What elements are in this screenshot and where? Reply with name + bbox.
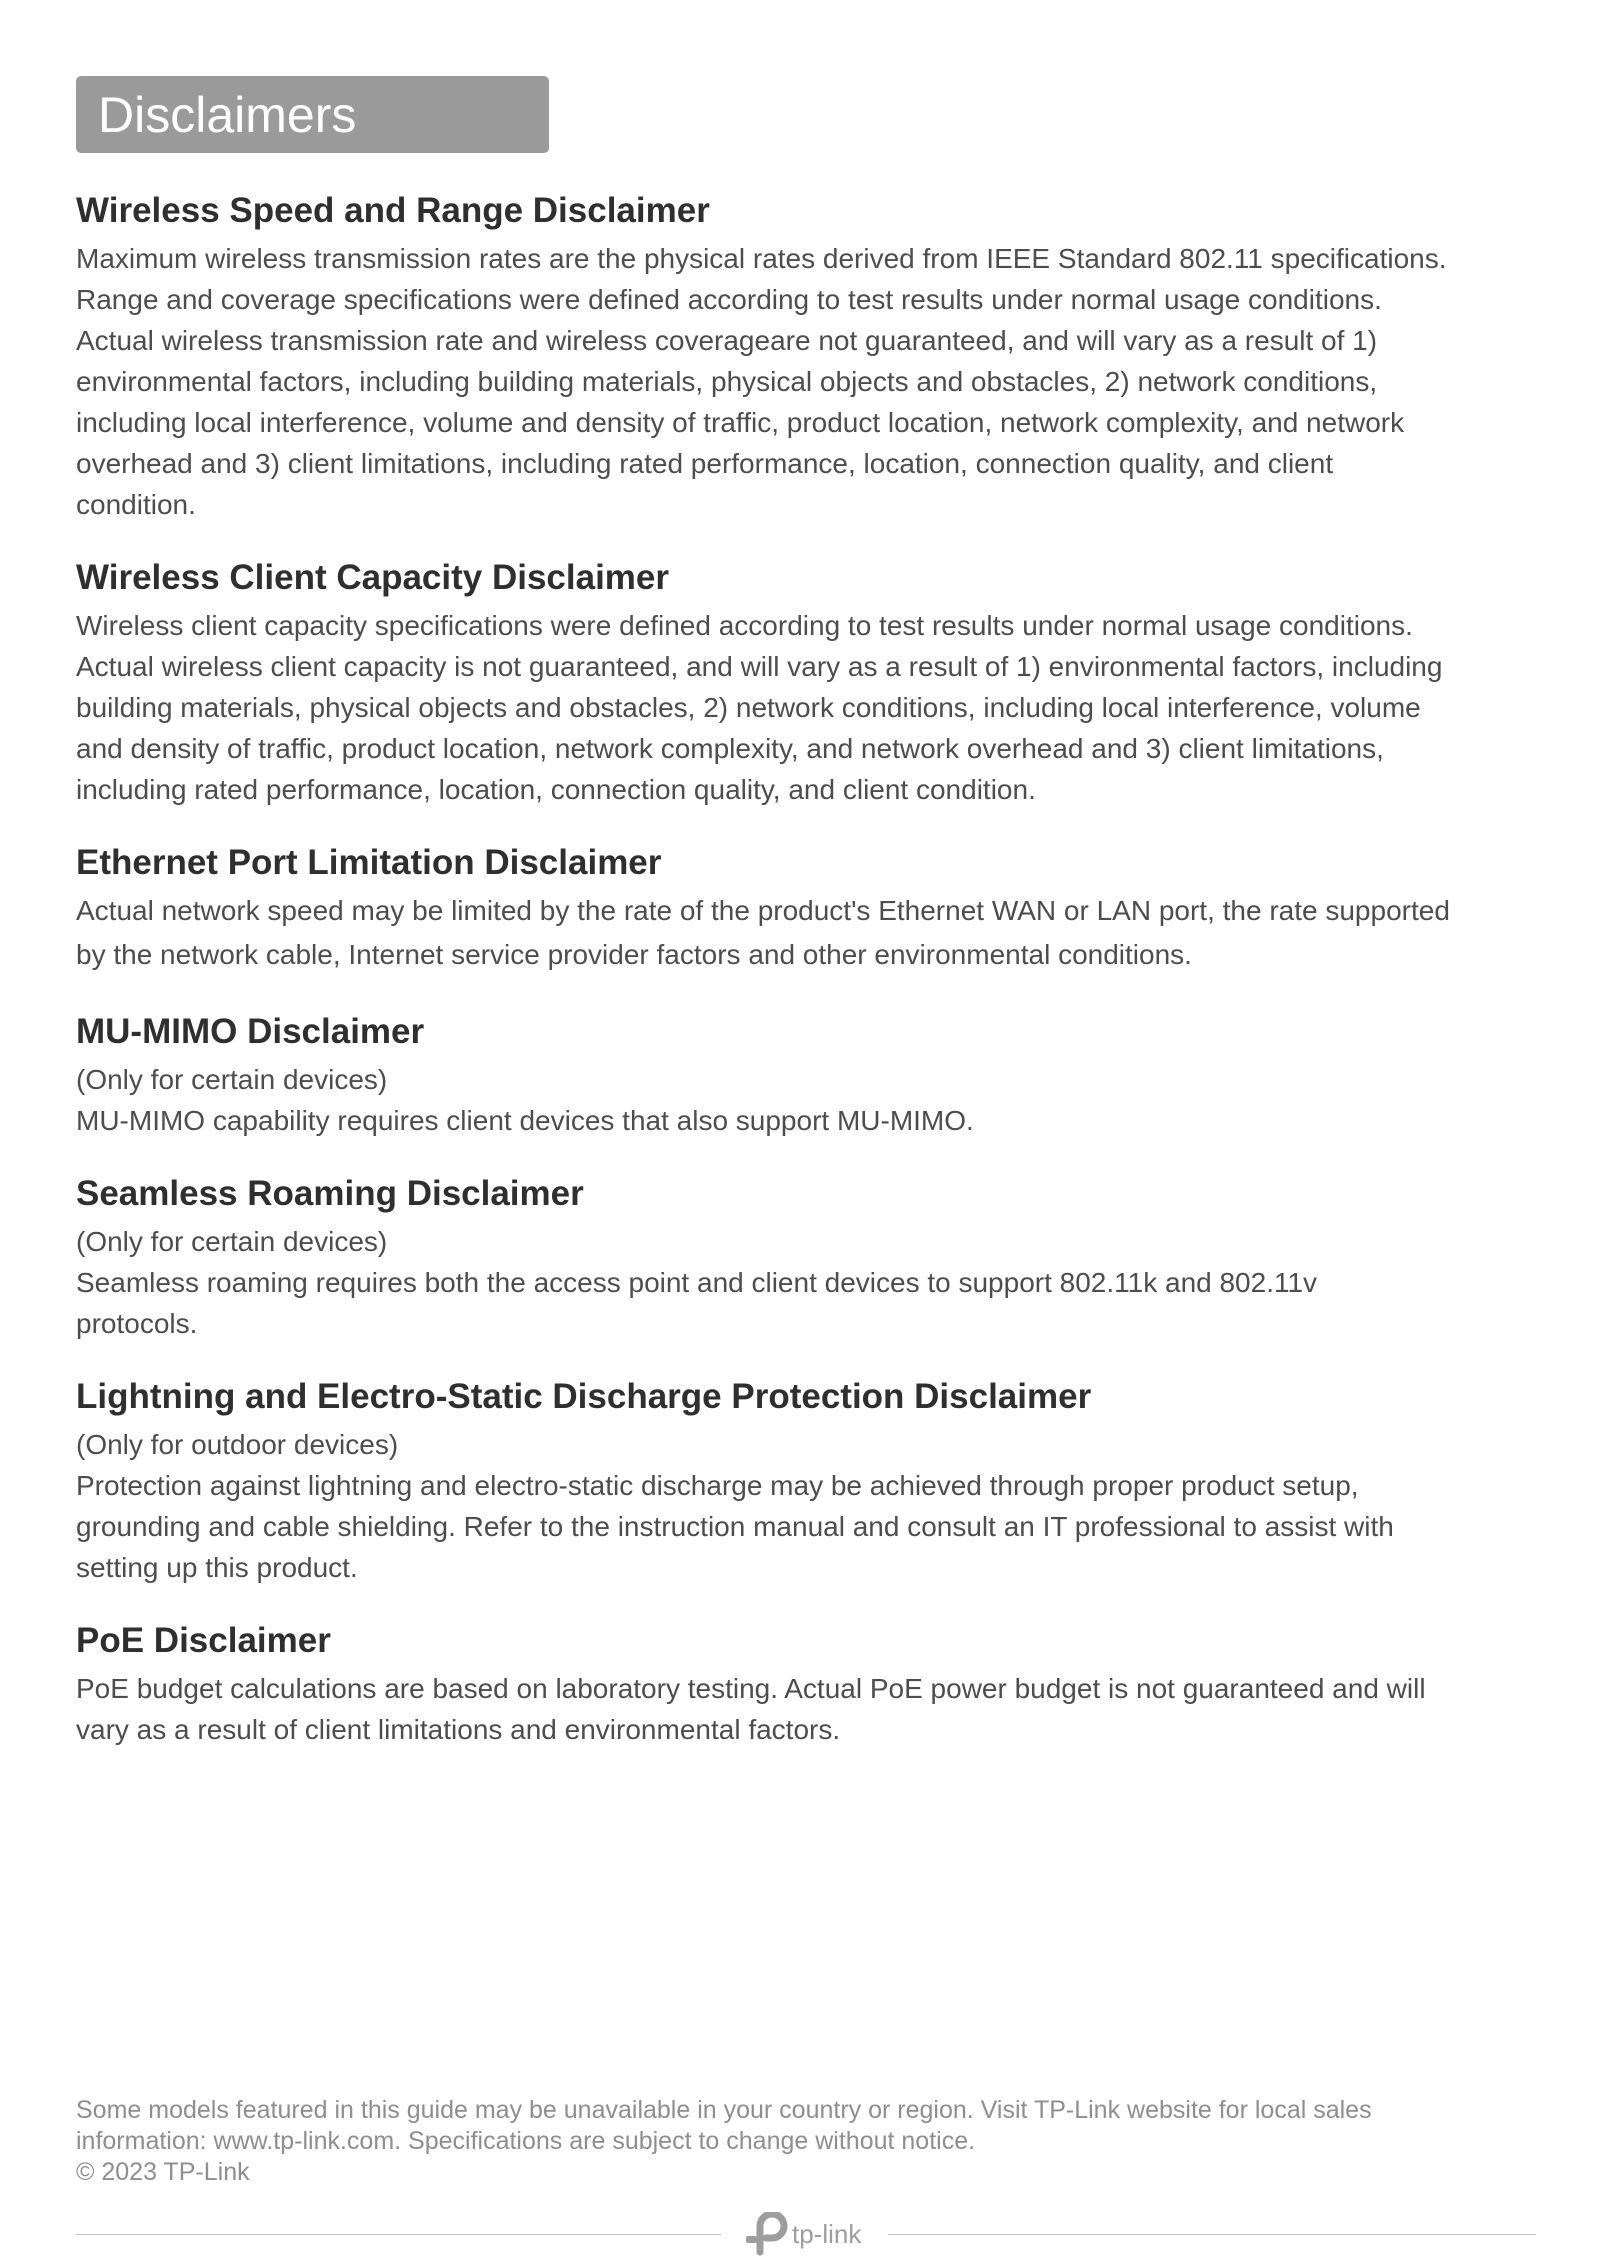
disclaimer-sections (76, 184, 1536, 1750)
section-text-line: Protection against lightning and electro-static discharge may be achieved through proper product setup, (76, 1470, 1359, 1501)
section-text-line: Actual wireless transmission rate and wireless coverageare not guaranteed, and will vary as a result of 1) (76, 325, 1378, 356)
section-text-line: including local interference, volume and density of traffic, product location, network complexity, and network (76, 407, 1405, 438)
section-lightning-esd-protection (76, 1370, 1536, 1588)
page-title: Disclaimers (98, 87, 357, 143)
footer-divider-left (76, 2234, 721, 2235)
copyright-text: © 2023 TP-Link (76, 2158, 250, 2186)
footer-divider-right (888, 2234, 1536, 2235)
section-text-line: overhead and 3) client limitations, including rated performance, location, connection quality, and client (76, 448, 1334, 479)
footer-text-line: information: www.tp-link.com. Specifications are subject to change without notice. (76, 2127, 976, 2155)
section-text-line: (Only for outdoor devices) (76, 1429, 399, 1460)
section-heading: Wireless Speed and Range Disclaimer (76, 191, 710, 230)
section-text-line: and density of traffic, product location, network complexity, and network overhead and 3) client limitations, (76, 733, 1384, 764)
section-text-line: Seamless roaming requires both the access point and client devices to support 802.11k and 802.11v (76, 1267, 1318, 1298)
section-heading: Lightning and Electro-Static Discharge Protection Disclaimer (76, 1377, 1092, 1416)
section-text-line: vary as a result of client limitations and environmental factors. (76, 1714, 841, 1745)
section-text-line: condition. (76, 489, 196, 520)
section-ethernet-port-limitation (76, 836, 1536, 979)
section-text-line: including rated performance, location, connection quality, and client condition. (76, 774, 1036, 805)
section-heading: PoE Disclaimer (76, 1621, 331, 1660)
page-title-banner (76, 76, 549, 153)
section-text-line: (Only for certain devices) (76, 1226, 388, 1257)
section-text-line: by the network cable, Internet service provider factors and other environmental conditions. (76, 939, 1192, 970)
section-text-line: Range and coverage specifications were defined according to test results under normal usage conditions. (76, 284, 1382, 315)
section-text-line: protocols. (76, 1308, 198, 1339)
section-poe (76, 1614, 1536, 1750)
section-heading: MU-MIMO Disclaimer (76, 1012, 425, 1051)
section-text-line: Wireless client capacity specifications were defined according to test results under normal usage conditions. (76, 610, 1413, 641)
section-wireless-client-capacity (76, 551, 1536, 810)
section-heading: Ethernet Port Limitation Disclaimer (76, 843, 662, 882)
section-heading: Wireless Client Capacity Disclaimer (76, 558, 670, 597)
section-text-line: environmental factors, including building materials, physical objects and obstacles, 2) network conditions, (76, 366, 1378, 397)
section-wireless-speed-range (76, 184, 1536, 525)
section-mu-mimo (76, 1005, 1536, 1141)
section-text-line: PoE budget calculations are based on laboratory testing. Actual PoE power budget is not guaranteed and will (76, 1673, 1426, 1704)
tp-link-logo-icon (738, 2212, 788, 2256)
footer-text-line: Some models featured in this guide may be unavailable in your country or region. Visit TP-Link website for local sales (76, 2096, 1372, 2124)
section-seamless-roaming (76, 1167, 1536, 1344)
section-text-line: Actual network speed may be limited by the rate of the product's Ethernet WAN or LAN port, the rate supported (76, 895, 1450, 926)
section-text-line: MU-MIMO capability requires client devices that also support MU-MIMO. (76, 1105, 974, 1136)
section-text-line: Maximum wireless transmission rates are the physical rates derived from IEEE Standard 802.11 specifications. (76, 243, 1447, 274)
section-text-line: building materials, physical objects and obstacles, 2) network conditions, including local interference, volume (76, 692, 1421, 723)
footer-notice (76, 2095, 1536, 2188)
tp-link-logo (738, 2212, 878, 2256)
section-text-line: setting up this product. (76, 1552, 358, 1583)
section-text-line: (Only for certain devices) (76, 1064, 388, 1095)
section-text-line: grounding and cable shielding. Refer to the instruction manual and consult an IT professional to assist with (76, 1511, 1394, 1542)
logo-wordmark: tp-link (792, 2219, 862, 2249)
section-heading: Seamless Roaming Disclaimer (76, 1174, 584, 1213)
section-text-line: Actual wireless client capacity is not guaranteed, and will vary as a result of 1) environmental factors, including (76, 651, 1443, 682)
